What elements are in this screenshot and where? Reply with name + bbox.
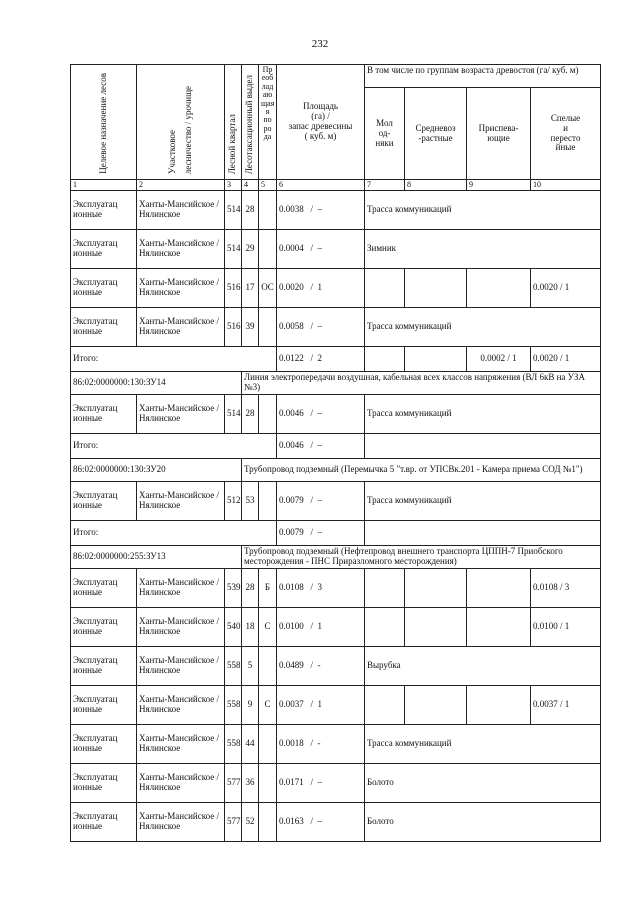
header-group: В том числе по группам возраста древостоя (га/ куб. м) (365, 65, 601, 88)
kvartal-cell: 516 (225, 308, 242, 347)
table-row (71, 482, 601, 521)
forestry-cell: Ханты-Мансийское / Нялинское (137, 569, 225, 608)
header-line: да (263, 132, 272, 142)
middle-cell (405, 608, 467, 647)
column-number: 3 (225, 180, 242, 191)
table-row (71, 647, 601, 686)
note-cell: Трасса коммуникаций (365, 308, 601, 347)
empty-cell (365, 434, 601, 459)
area-cell: 0.0163 / – (277, 803, 365, 842)
young-cell (365, 347, 405, 372)
column-number: 2 (137, 180, 225, 191)
middle-cell (405, 347, 467, 372)
vydel-cell: 17 (242, 269, 259, 308)
vydel-cell: 44 (242, 725, 259, 764)
purpose-cell: Эксплуатац ионные (71, 269, 137, 308)
section-code: 86:02:0000000:255:ЗУ13 (71, 546, 242, 569)
vydel-cell: 28 (242, 395, 259, 434)
table-row (71, 372, 601, 395)
kvartal-cell: 514 (225, 191, 242, 230)
forestry-cell: Ханты-Мансийское / Нялинское (137, 191, 225, 230)
total-label: Итого: (71, 434, 277, 459)
forestry-cell: Ханты-Мансийское / Нялинское (137, 608, 225, 647)
vydel-cell: 28 (242, 191, 259, 230)
area-cell: 0.0038 / – (277, 191, 365, 230)
total-area: 0.0122 / 2 (277, 347, 365, 372)
table-row (71, 191, 601, 230)
purpose-cell: Эксплуатац ионные (71, 725, 137, 764)
header-line: няки (375, 137, 394, 148)
header-line: по (263, 115, 272, 125)
table-row (71, 459, 601, 482)
young-cell (365, 569, 405, 608)
area-cell: 0.0018 / - (277, 725, 365, 764)
header-line: еоб (261, 73, 274, 83)
species-cell: Б (259, 569, 277, 608)
species-cell: ОС (259, 269, 277, 308)
area-cell: 0.0108 / 3 (277, 569, 365, 608)
section-description: Трубопровод подземный (Перемычка 5 "т.вр. от УПСВк.201 - Камера приема СОД №1") (242, 459, 601, 482)
table-row (71, 569, 601, 608)
area-cell: 0.0004 / – (277, 230, 365, 269)
table-row (71, 269, 601, 308)
purpose-cell: Эксплуатац ионные (71, 230, 137, 269)
young-cell (365, 686, 405, 725)
column-number: 9 (467, 180, 531, 191)
vydel-cell: 5 (242, 647, 259, 686)
kvartal-cell: 558 (225, 725, 242, 764)
area-cell: 0.0020 / 1 (277, 269, 365, 308)
column-number: 6 (277, 180, 365, 191)
table-row (71, 395, 601, 434)
header-row (71, 65, 601, 88)
vydel-cell: 29 (242, 230, 259, 269)
forestry-cell: Ханты-Мансийское / Нялинское (137, 725, 225, 764)
purpose-cell: Эксплуатац ионные (71, 569, 137, 608)
column-number: 10 (531, 180, 601, 191)
vydel-cell: 28 (242, 569, 259, 608)
table-row (71, 230, 601, 269)
forestry-cell: Ханты-Мансийское / Нялинское (137, 482, 225, 521)
note-cell: Трасса коммуникаций (365, 482, 601, 521)
header-line: -растные (418, 132, 453, 143)
table-row (71, 686, 601, 725)
kvartal-cell: 512 (225, 482, 242, 521)
table-row (71, 546, 601, 569)
total-area: 0.0046 / – (277, 434, 365, 459)
vydel-cell: 9 (242, 686, 259, 725)
area-cell: 0.0489 / - (277, 647, 365, 686)
premature-cell (467, 269, 531, 308)
area-cell: 0.0171 / – (277, 764, 365, 803)
vydel-cell: 18 (242, 608, 259, 647)
kvartal-cell: 516 (225, 269, 242, 308)
middle-cell (405, 686, 467, 725)
page-number: 232 (311, 38, 329, 50)
kvartal-cell: 540 (225, 608, 242, 647)
kvartal-cell: 558 (225, 686, 242, 725)
header-line: йные (555, 142, 576, 153)
purpose-cell: Эксплуатац ионные (71, 482, 137, 521)
header-line: ( куб. м) (304, 130, 337, 141)
species-cell (259, 395, 277, 434)
table-row (71, 764, 601, 803)
species-cell (259, 191, 277, 230)
section-code: 86:02:0000000:130:ЗУ14 (71, 372, 242, 395)
species-cell (259, 764, 277, 803)
young-cell (365, 608, 405, 647)
forestry-cell: Ханты-Мансийское / Нялинское (137, 803, 225, 842)
species-cell: С (259, 686, 277, 725)
kvartal-cell: 539 (225, 569, 242, 608)
vydel-cell: 39 (242, 308, 259, 347)
purpose-cell: Эксплуатац ионные (71, 803, 137, 842)
premature-cell: 0.0002 / 1 (467, 347, 531, 372)
forestry-cell: Ханты-Мансийское / Нялинское (137, 308, 225, 347)
kvartal-cell: 514 (225, 395, 242, 434)
table-row (71, 521, 601, 546)
area-cell: 0.0058 / – (277, 308, 365, 347)
species-cell (259, 647, 277, 686)
premature-cell (467, 608, 531, 647)
purpose-cell: Эксплуатац ионные (71, 686, 137, 725)
header-kvartal: Лесной квартал (227, 113, 238, 174)
header-line: я (265, 106, 270, 116)
table-row (71, 308, 601, 347)
column-number: 4 (242, 180, 259, 191)
species-cell (259, 230, 277, 269)
header-forestry-b: лесничество / урочище (182, 85, 193, 174)
table-row (71, 725, 601, 764)
vydel-cell: 53 (242, 482, 259, 521)
header-line: аю (262, 90, 273, 100)
header-species (259, 65, 277, 180)
header-line: Площадь (302, 101, 339, 112)
purpose-cell: Эксплуатац ионные (71, 191, 137, 230)
species-cell (259, 725, 277, 764)
header-line: од- (378, 127, 391, 138)
area-cell: 0.0079 / – (277, 482, 365, 521)
note-cell: Болото (365, 764, 601, 803)
kvartal-cell: 577 (225, 803, 242, 842)
mature-cell: 0.0037 / 1 (531, 686, 601, 725)
header-mature (531, 88, 601, 180)
vydel-cell: 36 (242, 764, 259, 803)
table-row (71, 608, 601, 647)
kvartal-cell: 577 (225, 764, 242, 803)
section-description: Трубопровод подземный (Нефтепровод внешнего транспорта ЦППН-7 Приобского месторождения - ПНС Приразломного месторождения) (242, 546, 601, 569)
mature-cell: 0.0020 / 1 (531, 347, 601, 372)
total-label: Итого: (71, 347, 277, 372)
header-line: (га) / (311, 111, 330, 122)
note-cell: Трасса коммуникаций (365, 191, 601, 230)
note-cell: Зимник (365, 230, 601, 269)
header-line: Пр (262, 65, 273, 74)
forest-table (70, 64, 601, 842)
mature-cell: 0.0020 / 1 (531, 269, 601, 308)
forestry-cell: Ханты-Мансийское / Нялинское (137, 395, 225, 434)
species-cell (259, 482, 277, 521)
purpose-cell: Эксплуатац ионные (71, 308, 137, 347)
header-line: Спелые (550, 112, 581, 123)
note-cell: Болото (365, 803, 601, 842)
header-vydel: Лесотаксационный выдел (244, 74, 255, 174)
area-cell: 0.0046 / – (277, 395, 365, 434)
column-numbers-row (71, 180, 601, 191)
forestry-cell: Ханты-Мансийское / Нялинское (137, 764, 225, 803)
middle-cell (405, 569, 467, 608)
area-cell: 0.0100 / 1 (277, 608, 365, 647)
column-number: 8 (405, 180, 467, 191)
total-area: 0.0079 / – (277, 521, 365, 546)
table-row (71, 434, 601, 459)
species-cell (259, 308, 277, 347)
middle-cell (405, 269, 467, 308)
species-cell (259, 803, 277, 842)
vydel-cell: 52 (242, 803, 259, 842)
table-row (71, 803, 601, 842)
premature-cell (467, 686, 531, 725)
header-line: ющие (487, 132, 510, 143)
purpose-cell: Эксплуатац ионные (71, 395, 137, 434)
section-code: 86:02:0000000:130:ЗУ20 (71, 459, 242, 482)
header-premature (467, 88, 531, 180)
mature-cell: 0.0108 / 3 (531, 569, 601, 608)
purpose-cell: Эксплуатац ионные (71, 647, 137, 686)
kvartal-cell: 514 (225, 230, 242, 269)
header-line: Приспева- (478, 122, 519, 133)
empty-cell (365, 521, 601, 546)
header-line: и (563, 122, 568, 133)
header-purpose: Целевое назначение лесов (97, 73, 108, 174)
species-cell: С (259, 608, 277, 647)
note-cell: Трасса коммуникаций (365, 725, 601, 764)
header-area (277, 65, 365, 180)
column-number: 1 (71, 180, 137, 191)
total-label: Итого: (71, 521, 277, 546)
mature-cell: 0.0100 / 1 (531, 608, 601, 647)
header-line: лад (261, 81, 274, 91)
forestry-cell: Ханты-Мансийское / Нялинское (137, 269, 225, 308)
header-young (365, 88, 405, 180)
note-cell: Вырубка (365, 647, 601, 686)
header-line: ро (263, 123, 272, 133)
table-row (71, 347, 601, 372)
header-line: перестo (550, 132, 581, 143)
purpose-cell: Эксплуатац ионные (71, 608, 137, 647)
kvartal-cell: 558 (225, 647, 242, 686)
premature-cell (467, 569, 531, 608)
header-line: Мол (376, 117, 393, 128)
header-line: щая (261, 98, 275, 108)
note-cell: Трасса коммуникаций (365, 395, 601, 434)
area-cell: 0.0037 / 1 (277, 686, 365, 725)
column-number: 7 (365, 180, 405, 191)
header-line: Средневоз (415, 122, 456, 133)
column-number: 5 (259, 180, 277, 191)
forestry-cell: Ханты-Мансийское / Нялинское (137, 647, 225, 686)
header-forestry-a: Участковое (166, 129, 177, 174)
section-description: Линия электропередачи воздушная, кабельная всех классов напряжения (ВЛ 6кВ на УЗА №3) (242, 372, 601, 395)
forestry-cell: Ханты-Мансийское / Нялинское (137, 230, 225, 269)
header-middle (405, 88, 467, 180)
purpose-cell: Эксплуатац ионные (71, 764, 137, 803)
header-line: запас древесины (288, 121, 353, 131)
young-cell (365, 269, 405, 308)
forestry-cell: Ханты-Мансийское / Нялинское (137, 686, 225, 725)
